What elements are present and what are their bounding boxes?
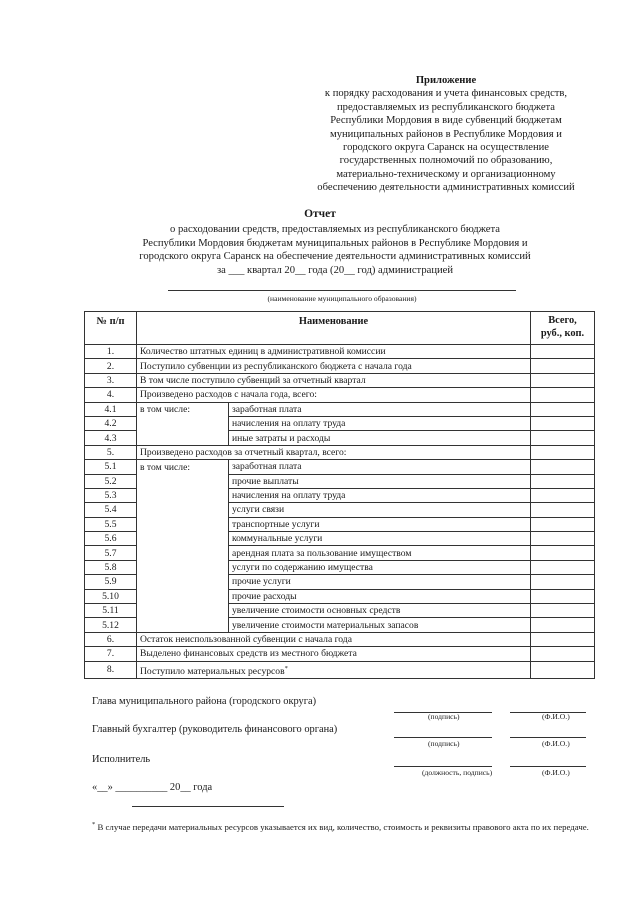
- row-total-cell: [531, 345, 595, 359]
- row-total-cell: [531, 618, 595, 632]
- table-row: [85, 359, 595, 373]
- row-total-cell: [531, 560, 595, 574]
- row-name: услуги связи: [229, 503, 531, 517]
- row-total-cell: [531, 532, 595, 546]
- report-title: Отчет: [304, 208, 336, 220]
- row-name-text: Произведено расходов с начала года, всего:: [140, 389, 317, 401]
- appendix-line: обеспечению деятельности административных комиссий: [317, 182, 575, 194]
- row-total-cell: [531, 474, 595, 488]
- table-row: [85, 388, 595, 402]
- row-number: 5.4: [85, 503, 137, 517]
- table-row: [85, 474, 595, 488]
- row-name-text: Остаток неиспользованной субвенции с начала года: [140, 634, 352, 645]
- table-row: [85, 503, 595, 517]
- footnote: [92, 819, 592, 833]
- row-name: [137, 632, 531, 646]
- row-total-cell: [531, 604, 595, 618]
- accountant-name-caption: (Ф.И.О.): [542, 739, 570, 748]
- table-row: [85, 618, 595, 632]
- municipality-blank-line: [168, 290, 516, 291]
- row-total-cell: [531, 431, 595, 445]
- table-row: [85, 604, 595, 618]
- row-total-cell: [531, 359, 595, 373]
- table-row: [85, 632, 595, 646]
- head-name-caption: (Ф.И.О.): [542, 712, 570, 721]
- table-row: [85, 488, 595, 502]
- executor-name-caption: (Ф.И.О.): [542, 768, 570, 777]
- row-total-cell: [531, 402, 595, 416]
- row-name: услуги по содержанию имущества: [229, 560, 531, 574]
- table-row: [85, 402, 595, 416]
- row-subgroup-label: [137, 532, 229, 546]
- row-name-text: Произведено расходов за отчетный квартал, всего:: [140, 446, 347, 458]
- row-total-cell: [531, 373, 595, 387]
- appendix-title: Приложение: [415, 75, 477, 86]
- table-row: [85, 460, 595, 474]
- table-row: [85, 431, 595, 445]
- row-subgroup-label: [137, 517, 229, 531]
- row-number: 4.1: [85, 402, 137, 416]
- report-description: [100, 223, 570, 277]
- row-number: 3.: [85, 373, 137, 387]
- row-total-cell: [531, 647, 595, 661]
- row-name-text: Количество штатных единиц в административной комиссии: [140, 346, 386, 358]
- footnote-reference: *: [284, 664, 288, 672]
- row-number: 5.5: [85, 517, 137, 531]
- row-name: иные затраты и расходы: [229, 431, 531, 445]
- table-row: [85, 647, 595, 661]
- row-name-text: Поступило субвенции из республиканского бюджета с начала года: [140, 360, 412, 372]
- date-line: «__» __________ 20__ года: [92, 782, 213, 793]
- row-subgroup-label: [137, 503, 229, 517]
- row-total-cell: [531, 445, 595, 459]
- row-name: прочие выплаты: [229, 474, 531, 488]
- row-name: [137, 388, 531, 402]
- row-name-text: Поступило материальных ресурсов: [140, 665, 285, 677]
- row-name: прочие услуги: [229, 575, 531, 589]
- row-total-cell: [531, 460, 595, 474]
- table-row: [85, 373, 595, 387]
- row-subgroup-label: [137, 589, 229, 603]
- appendix-line: государственных полномочий по образованию,: [339, 155, 553, 167]
- row-number: 5.2: [85, 474, 137, 488]
- table-row: [85, 560, 595, 574]
- row-number: 4.3: [85, 431, 137, 445]
- row-total-cell: [531, 661, 595, 678]
- row-number: 5.: [85, 445, 137, 459]
- row-name: [137, 445, 531, 459]
- accountant-name-line: [510, 737, 586, 738]
- row-name: [137, 359, 531, 373]
- row-number: 7.: [85, 647, 137, 661]
- table-row: [85, 546, 595, 560]
- row-name-text: Выделено финансовых средств из местного бюджета: [140, 648, 357, 660]
- row-subgroup-label: [137, 431, 229, 445]
- executor-name-line: [510, 766, 586, 767]
- row-name: арендная плата за пользование имуществом: [229, 546, 531, 560]
- footnote-text: В случае передачи материальных ресурсов указывается их вид, количество, стоимость и реквизиты правового акта по их передаче.: [97, 821, 589, 832]
- row-subgroup-label: [137, 416, 229, 430]
- row-number: 5.6: [85, 532, 137, 546]
- head-signature-caption: (подпись): [428, 712, 460, 721]
- table-row: [85, 345, 595, 359]
- header-total: [531, 312, 595, 345]
- row-number: 5.12: [85, 618, 137, 632]
- row-total-cell: [531, 546, 595, 560]
- row-subgroup-label: [137, 546, 229, 560]
- report-line: городского округа Саранск на обеспечение деятельности административных комиссий: [139, 251, 531, 263]
- accountant-signature-label: Главный бухгалтер (руководитель финансового органа): [92, 724, 338, 735]
- executor-label: Исполнитель: [92, 754, 151, 765]
- row-subgroup-label: [137, 575, 229, 589]
- table-row: [85, 589, 595, 603]
- accountant-signature-line: [394, 737, 492, 738]
- report-line: о расходовании средств, предоставляемых из республиканского бюджета: [170, 224, 500, 235]
- row-subgroup-label: [137, 604, 229, 618]
- row-name: прочие расходы: [229, 589, 531, 603]
- table-row: [85, 445, 595, 459]
- appendix-block: [296, 74, 596, 195]
- row-name: заработная плата: [229, 402, 531, 416]
- header-total-line1: Всего,: [548, 315, 577, 326]
- row-name: коммунальные услуги: [229, 532, 531, 546]
- row-number: 5.3: [85, 488, 137, 502]
- row-name: увеличение стоимости материальных запасов: [229, 618, 531, 632]
- executor-signature-caption: (должность, подпись): [422, 768, 493, 777]
- header-total-line2: руб., коп.: [540, 327, 585, 339]
- row-number: 5.7: [85, 546, 137, 560]
- row-number: 6.: [85, 632, 137, 646]
- row-name: [137, 647, 531, 661]
- report-line: Республики Мордовия бюджетам муниципальных районов в Республике Мордовия и: [142, 237, 528, 249]
- row-number: 5.1: [85, 460, 137, 474]
- report-table: [84, 311, 595, 679]
- row-subgroup-label: в том числе:: [137, 460, 229, 474]
- row-name-text: В том числе поступило субвенций за отчетный квартал: [140, 374, 366, 386]
- table-row: [85, 416, 595, 430]
- table-row: [85, 575, 595, 589]
- footnote-separator: [132, 806, 284, 807]
- row-number: 4.: [85, 388, 137, 402]
- row-subgroup-label: [137, 618, 229, 632]
- row-total-cell: [531, 517, 595, 531]
- row-subgroup-label: [137, 488, 229, 502]
- row-number: 5.11: [85, 604, 137, 618]
- appendix-line: городского округа Саранск на осуществление: [342, 142, 549, 154]
- row-name: [137, 661, 531, 678]
- row-total-cell: [531, 503, 595, 517]
- row-number: 1.: [85, 345, 137, 359]
- row-name: [137, 345, 531, 359]
- row-name: транспортные услуги: [229, 517, 531, 531]
- table-row: [85, 517, 595, 531]
- row-name: [137, 373, 531, 387]
- row-total-cell: [531, 575, 595, 589]
- row-number: 5.9: [85, 575, 137, 589]
- report-line: за ___ квартал 20__ года (20__ год) администрацией: [216, 264, 454, 276]
- row-number: 5.10: [85, 589, 137, 603]
- row-name: увеличение стоимости основных средств: [229, 604, 531, 618]
- row-name: начисления на оплату труда: [229, 416, 531, 430]
- row-total-cell: [531, 488, 595, 502]
- row-number: 4.2: [85, 416, 137, 430]
- row-number: 5.8: [85, 560, 137, 574]
- table-row: [85, 532, 595, 546]
- executor-signature-line: [394, 766, 492, 767]
- row-number: 2.: [85, 359, 137, 373]
- accountant-signature-caption: (подпись): [428, 739, 460, 748]
- header-num: № п/п: [85, 312, 137, 345]
- row-total-cell: [531, 632, 595, 646]
- row-total-cell: [531, 416, 595, 430]
- row-subgroup-label: [137, 474, 229, 488]
- appendix-line: Республики Мордовия в виде субвенций бюджетам: [330, 115, 562, 127]
- row-total-cell: [531, 388, 595, 402]
- row-subgroup-label: в том числе:: [137, 402, 229, 416]
- row-total-cell: [531, 589, 595, 603]
- appendix-line: муниципальных районов в Республике Мордовия и: [330, 128, 562, 140]
- appendix-line: предоставляемых из республиканского бюджета: [337, 101, 555, 113]
- row-subgroup-label: [137, 560, 229, 574]
- table-header-row: [85, 312, 595, 345]
- appendix-line: материально-техническому и организационному: [336, 168, 556, 180]
- row-name: заработная плата: [229, 460, 531, 474]
- head-signature-label: Глава муниципального района (городского округа): [92, 696, 317, 707]
- appendix-line: к порядку расходования и учета финансовых средств,: [324, 88, 568, 100]
- row-name: начисления на оплату труда: [229, 488, 531, 502]
- municipality-caption: (наименование муниципального образования): [267, 294, 417, 303]
- header-name: Наименование: [137, 312, 531, 345]
- table-row: [85, 661, 595, 678]
- footnote-mark: *: [92, 821, 96, 828]
- row-number: 8.: [85, 661, 137, 678]
